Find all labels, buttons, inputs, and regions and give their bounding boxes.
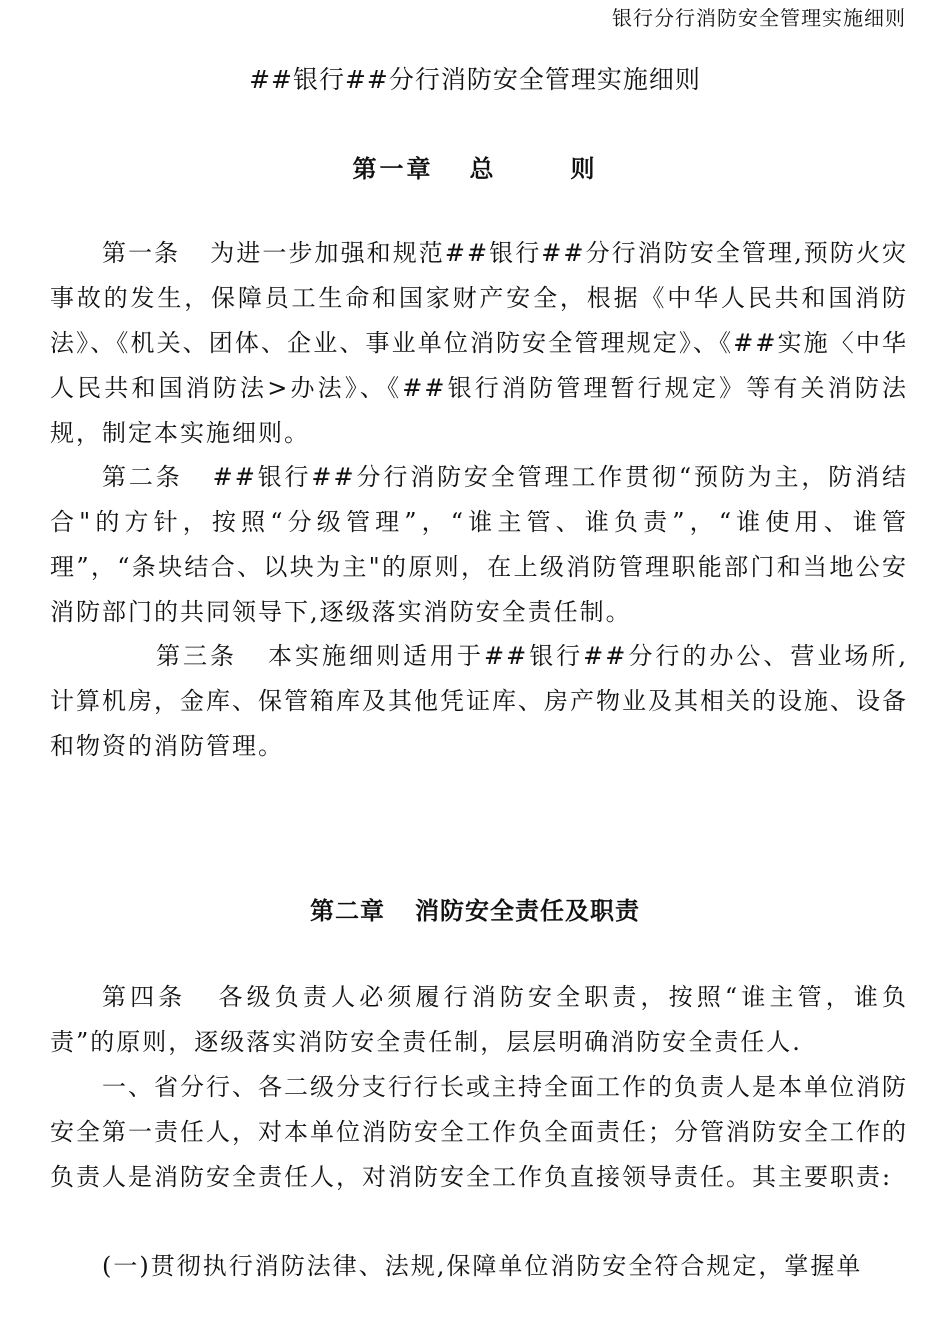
article-1 (50, 231, 908, 456)
chapter-2-heading (0, 891, 950, 926)
article-3-label: 第三条 (156, 642, 237, 670)
chapter-1-label: 第一章 (352, 154, 434, 183)
article-2 (50, 455, 908, 635)
running-header: 银行分行消防安全管理实施细则 (612, 6, 906, 30)
article-4-item-1-sub-1: (一)贯彻执行消防法律、法规,保障单位消防安全符合规定，掌握单 (102, 1252, 863, 1280)
chapter-1-word-b: 则 (570, 154, 598, 183)
article-4-label: 第四条 (102, 983, 187, 1011)
chapter-2-title: 消防安全责任及职责 (415, 896, 640, 925)
article-4-item-1: 一、省分行、各二级分支行行长或主持全面工作的负责人是本单位消防安全第一责任人，对本单位消防安全工作负全面责任；分管消防安全工作的负责人是消防安全责任人，对消防安全工作负直接领导责任。其主要职责: (50, 1073, 908, 1191)
article-4-text: 各级负责人必须履行消防安全职责，按照“谁主管，谁负责”的原则，逐级落实消防安全责任制，层层明确消防安全责任人. (50, 983, 908, 1056)
chapter-1-word-a: 总 (469, 154, 497, 183)
article-3 (50, 634, 908, 769)
document-title: ##银行##分行消防安全管理实施细则 (249, 65, 701, 94)
chapter-1-heading (0, 149, 950, 184)
chapter-2-label: 第二章 (310, 896, 385, 925)
article-3-text: 本实施细则适用于##银行##分行的办公、营业场所,计算机房，金库、保管箱库及其他凭证库、房产物业及其相关的设施、设备和物资的消防管理。 (50, 642, 908, 760)
article-4 (50, 975, 908, 1065)
article-2-text: ##银行##分行消防安全管理工作贯彻“预防为主，防消结合"的方针，按照“分级管理”，“谁主管、谁负责”，“谁使用、谁管理”，“条块结合、以块为主"的原则，在上级消防管理职能部门和当地公安消防部门的共同领导下,逐级落实消防安全责任制。 (50, 463, 908, 626)
article-1-text: 为进一步加强和规范##银行##分行消防安全管理,预防火灾事故的发生，保障员工生命和国家财产安全，根据《中华人民共和国消防法》、《机关、团体、企业、事业单位消防安全管理规定》、《##实施〈中华人民共和国消防法>办法》、《##银行消防管理暂行规定》等有关消防法规，制定本实施细则。 (50, 239, 908, 447)
article-2-label: 第二条 (102, 463, 183, 491)
article-1-label: 第一条 (102, 239, 181, 267)
